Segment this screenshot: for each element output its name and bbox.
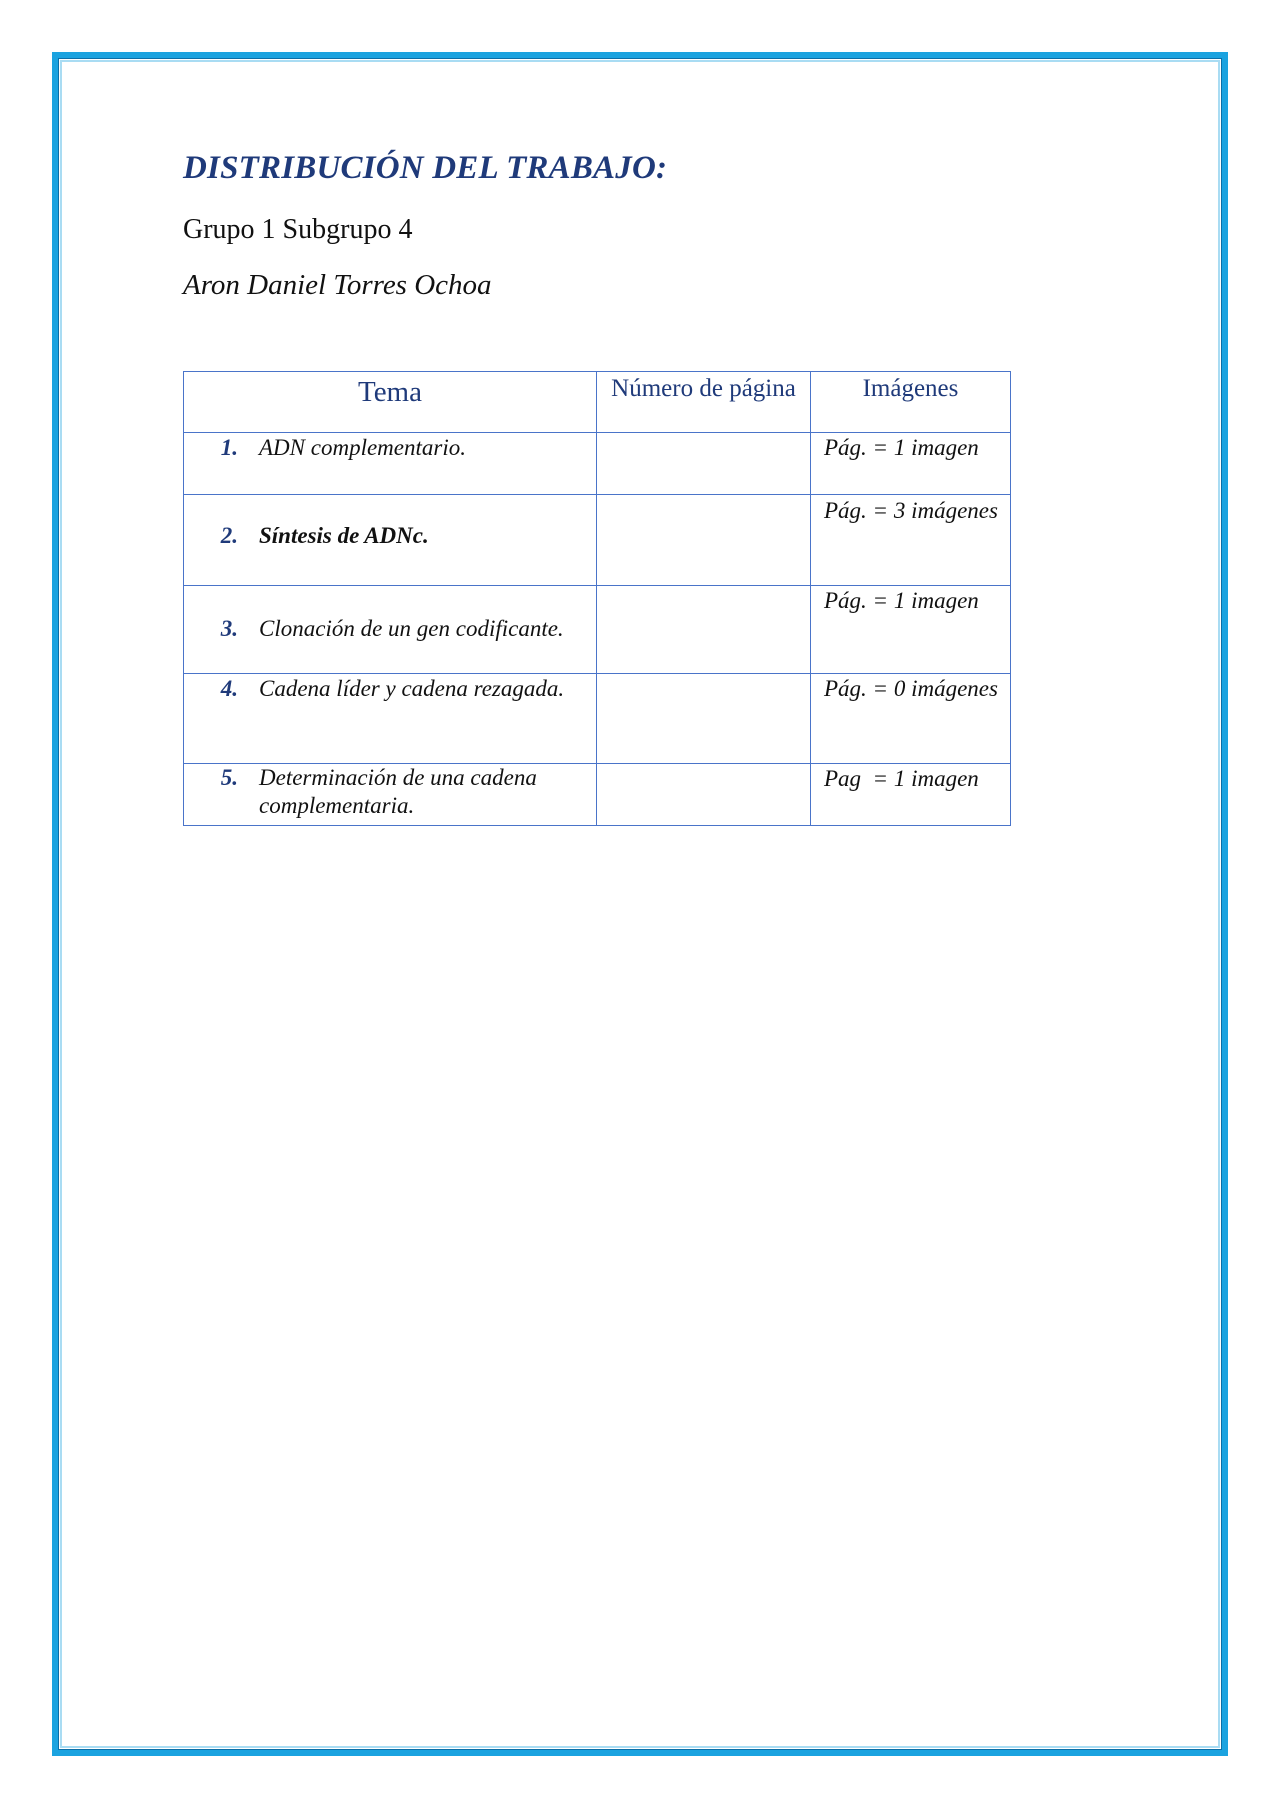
topic-number: 2. <box>220 523 238 548</box>
header-page-number: Número de página <box>597 372 811 433</box>
topic-number: 3. <box>220 616 238 641</box>
images-cell: Pág. = 0 imágenes <box>811 674 1011 764</box>
page-border-inner <box>60 60 1220 1748</box>
images-cell: Pag = 1 imagen <box>811 764 1011 826</box>
table-row <box>184 433 1011 495</box>
page-cell <box>597 764 811 826</box>
topic-text: Determinación de una cadena complementaria. <box>259 765 537 818</box>
header-topic: Tema <box>184 372 597 433</box>
page-cell <box>597 433 811 495</box>
topic-text: Clonación de un gen codificante. <box>259 616 564 641</box>
images-cell: Pág. = 1 imagen <box>811 433 1011 495</box>
header-images: Imágenes <box>811 372 1011 433</box>
topic-text: Síntesis de ADNc. <box>259 523 429 548</box>
topic-number: 1. <box>220 435 238 460</box>
topic-text: Cadena líder y cadena rezagada. <box>259 676 565 701</box>
page-cell <box>597 495 811 586</box>
document-title: DISTRIBUCIÓN DEL TRABAJO: <box>183 150 668 186</box>
topic-cell <box>184 495 597 586</box>
group-label: Grupo 1 Subgrupo 4 <box>183 214 413 245</box>
topic-text: ADN complementario. <box>259 435 466 460</box>
topic-cell <box>184 764 597 826</box>
author-name: Aron Daniel Torres Ochoa <box>183 269 492 301</box>
page-cell <box>597 674 811 764</box>
topic-number: 4. <box>220 676 238 701</box>
topic-cell <box>184 433 597 495</box>
topic-cell <box>184 586 597 674</box>
table-row <box>184 764 1011 826</box>
images-cell: Pág. = 1 imagen <box>811 586 1011 674</box>
distribution-table <box>183 371 1011 826</box>
table-row <box>184 495 1011 586</box>
table-row <box>184 586 1011 674</box>
images-cell: Pág. = 3 imágenes <box>811 495 1011 586</box>
topic-cell <box>184 674 597 764</box>
table-header-row <box>184 372 1011 433</box>
topic-number: 5. <box>220 765 238 790</box>
page-cell <box>597 586 811 674</box>
table-row <box>184 674 1011 764</box>
